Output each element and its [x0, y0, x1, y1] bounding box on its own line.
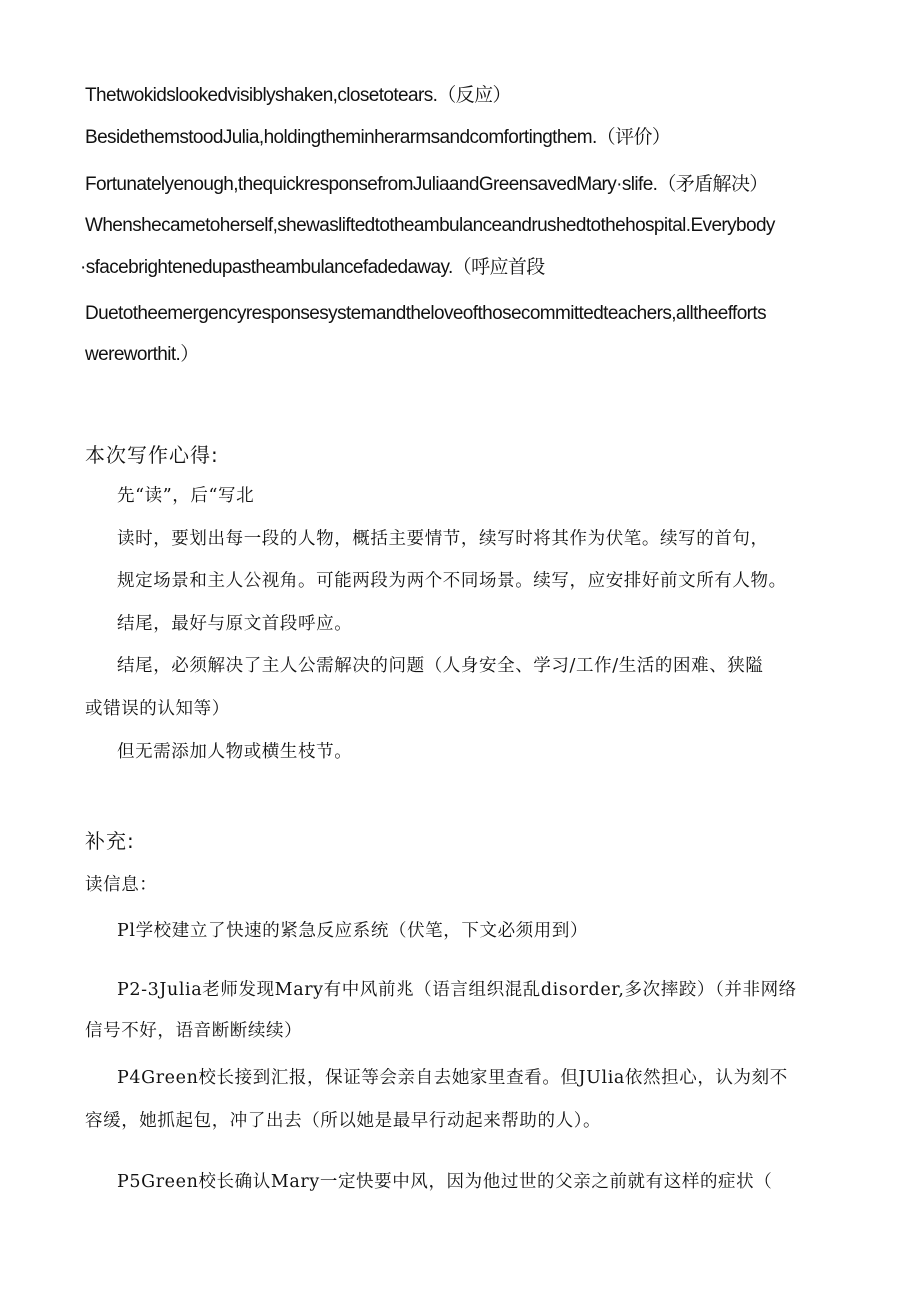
- essay-line-3: Fortunatelyenough,thequickresponsefromJuliaandGreensavedMary·slife.（矛盾解决）: [85, 174, 768, 195]
- reflection-line-1: 先“读”，后“写北: [117, 486, 255, 506]
- supplement-line-5: 容缓，她抓起包，冲了出去（所以她是最早行动起来帮助的人）。: [85, 1111, 602, 1131]
- essay-line-2: BesidethemstoodJulia,holdingtheminherarmsandcomfortingthem.（评价）: [85, 127, 671, 148]
- supplement-line-2: P2-3Julia老师发现Mary有中风前兆（语言组织混乱disorder,多次摔跤）（并非网络: [117, 980, 797, 1000]
- essay-line-1: Thetwokidslookedvisiblyshaken,closetotears.（反应）: [85, 85, 511, 106]
- reflection-line-5: 结尾，必须解决了主人公需解决的问题（人身安全、学习/工作/生活的困难、狭隘: [117, 656, 764, 676]
- essay-line-7: wereworthit.）: [85, 344, 199, 365]
- essay-line-5: ·sfacebrightenedupastheambulancefadedaway.（呼应首段: [80, 257, 545, 278]
- reflection-line-7: 但无需添加人物或横生枝节。: [117, 742, 353, 762]
- supplement-heading: 补充:: [85, 829, 135, 853]
- reflection-line-4: 结尾，最好与原文首段呼应。: [117, 614, 353, 634]
- essay-line-6: Duetotheemergencyresponsesystemandtheloveofthosecommittedteachers,alltheefforts: [85, 303, 766, 324]
- reflection-line-2: 读时，要划出每一段的人物，概括主要情节，续写时将其作为伏笔。续写的首句，: [117, 529, 769, 549]
- supplement-line-4: P4Green校长接到汇报，保证等会亲自去她家里查看。但JUlia依然担心，认为刻不: [117, 1068, 788, 1088]
- supplement-subtitle: 读信息：: [85, 875, 158, 895]
- reflection-heading: 本次写作心得:: [85, 443, 219, 467]
- reflection-line-3: 规定场景和主人公视角。可能两段为两个不同场景。续写，应安排好前文所有人物。: [117, 571, 787, 591]
- supplement-line-3: 信号不好，语音断断续续）: [85, 1021, 303, 1041]
- supplement-line-6: P5Green校长确认Mary一定快要中风，因为他过世的父亲之前就有这样的症状（: [117, 1172, 773, 1192]
- supplement-line-1: Pl学校建立了快速的紧急反应系统（伏笔，下文必须用到）: [117, 921, 589, 941]
- reflection-line-6: 或错误的认知等）: [85, 699, 230, 719]
- essay-line-4: Whenshecametoherself,shewasliftedtotheambulanceandrushedtothehospital.Everybody: [85, 215, 775, 236]
